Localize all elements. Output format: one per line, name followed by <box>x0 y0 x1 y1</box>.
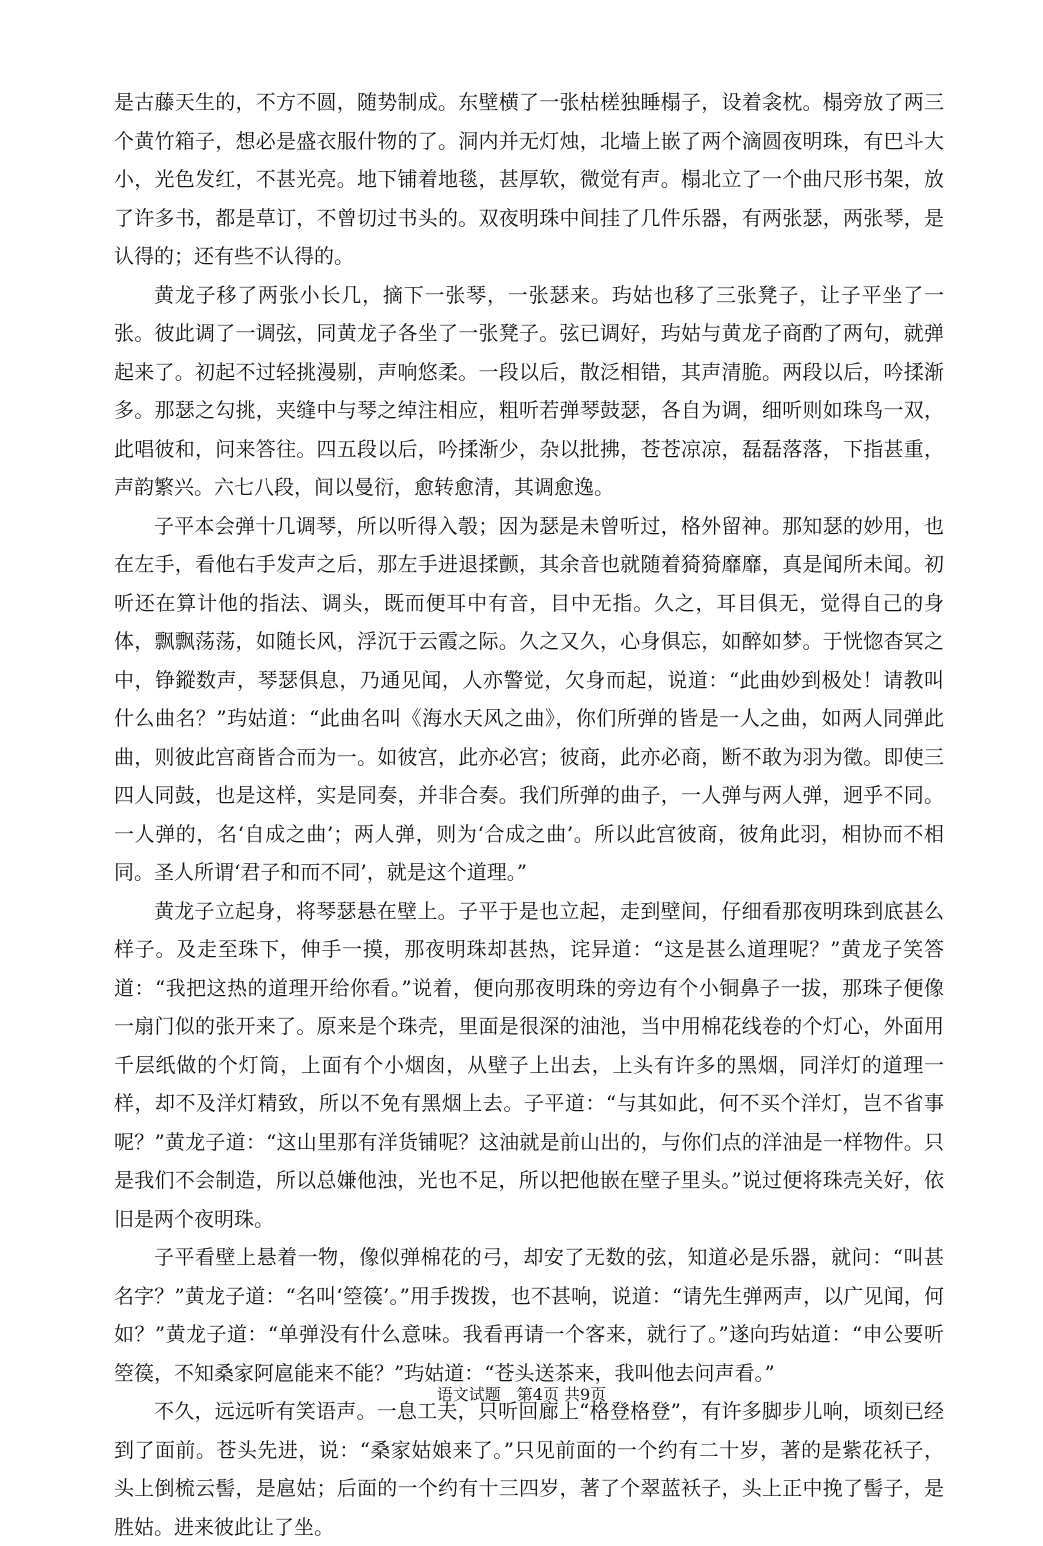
paragraph-3: 子平本会弹十几调琴，所以听得入彀；因为瑟是未曾听过，格外留神。那知瑟的妙用，也在左手，看他右手发声之后，那左手进退揉颤，其余音也就随着猗猗靡靡，真是闻所未闻。初听还在算计他的指法、调头，既而便耳中有音，目中无指。久之，耳目俱无，觉得自己的身体，飘飘荡荡，如随长风，浮沉于云霞之际。久之又久，心身俱忘，如醉如梦。于恍惚杳冥之中，铮鏦数声，琴瑟俱息，乃通见闻，人亦警觉，欠身而起，说道：“此曲妙到极处！请教叫什么曲名？”玙姑道：“此曲名叫《海水天风之曲》，你们所弹的皆是一人之曲，如两人同弹此曲，则彼此宫商皆合而为一。如彼宫，此亦必宫；彼商，此亦必商，断不敢为羽为徵。即使三四人同鼓，也是这样，实是同奏，并非合奏。我们所弹的曲子，一人弹与两人弹，迥乎不同。一人弹的，名‘自成之曲’；两人弹，则为‘合成之曲’。所以此宫彼商，彼角此羽，相协而不相同。圣人所谓‘君子和而不同’，就是这个道理。” <box>114 513 944 884</box>
paragraph-2: 黄龙子移了两张小长几，摘下一张琴，一张瑟来。玙姑也移了三张凳子，让子平坐了一张。彼此调了一调弦，同黄龙子各坐了一张凳子。弦已调好，玙姑与黄龙子商酌了两句，就弹起来了。初起不过轻挑漫剔，声响悠柔。一段以后，散泛相错，其声清脆。两段以后，吟揉渐多。那瑟之勾挑，夹缝中与琴之绰注相应，粗听若弹琴鼓瑟，各自为调，细听则如珠鸟一双，此唱彼和，问来答往。四五段以后，吟揉渐少，杂以批拂，苍苍凉凉，磊磊落落，下指甚重，声韵繁兴。六七八段，间以曼衍，愈转愈清，其调愈逸。 <box>114 282 944 499</box>
page-footer: 语文试题 第4页 共9页 <box>436 1385 607 1404</box>
paragraph-5: 子平看壁上悬着一物，像似弹棉花的弓，却安了无数的弦，知道必是乐器，就问：“叫甚名字？”黄龙子道：“名叫‘箜篌’。”用手拨拨，也不甚响，说道：“请先生弹两声，以广见闻，何如？”黄龙子道：“单弹没有什么意味。我看再请一个客来，就行了。”遂向玙姑道：“申公要听箜篌，不知桑家阿扈能来不能？”玙姑道：“苍头送茶来，我叫他去问声看。” <box>114 1245 944 1385</box>
document-body <box>114 83 944 1546</box>
paragraph-6: 不久，远远听有笑语声。一息工夫，只听回廊上“格登格登”，有许多脚步儿响，顷刻已经到了面前。苍头先进，说：“桑家姑娘来了。”只见前面的一个约有二十岁，著的是紫花袄子，头上倒梳云髻，是扈姑；后面的一个约有十三四岁，著了个翠蓝袄子，头上正中挽了髻子，是胜姑。进来彼此让了坐。 <box>114 1399 944 1539</box>
paragraph-4: 黄龙子立起身，将琴瑟悬在壁上。子平于是也立起，走到壁间，仔细看那夜明珠到底甚么样子。及走至珠下，伸手一摸，那夜明珠却甚热，诧异道：“这是甚么道理呢？”黄龙子笑答道：“我把这热的道理开给你看。”说着，便向那夜明珠的旁边有个小铜鼻子一拔，那珠子便像一扇门似的张开来了。原来是个珠壳，里面是很深的油池，当中用棉花线卷的个灯心，外面用千层纸做的个灯筒，上面有个小烟囱，从壁子上出去，上头有许多的黑烟，同洋灯的道理一样，却不及洋灯精致，所以不免有黑烟上去。子平道：“与其如此，何不买个洋灯，岂不省事呢？”黄龙子道：“这山里那有洋货铺呢？这油就是前山出的，与你们点的洋油是一样物件。只是我们不会制造，所以总嫌他浊，光也不足，所以把他嵌在壁子里头。”说过便将珠壳关好，依旧是两个夜明珠。 <box>114 898 944 1231</box>
paragraph-1: 是古藤天生的，不方不圆，随势制成。东壁横了一张枯槎独睡榻子，设着衾枕。榻旁放了两三个黄竹箱子，想必是盛衣服什物的了。洞内并无灯烛，北墙上嵌了两个滴圆夜明珠，有巴斗大小，光色发红，不甚光亮。地下铺着地毯，甚厚软，微觉有声。榻北立了一个曲尺形书架，放了许多书，都是草订，不曾切过书头的。双夜明珠中间挂了几件乐器，有两张瑟，两张琴，是认得的；还有些不认得的。 <box>114 90 944 268</box>
